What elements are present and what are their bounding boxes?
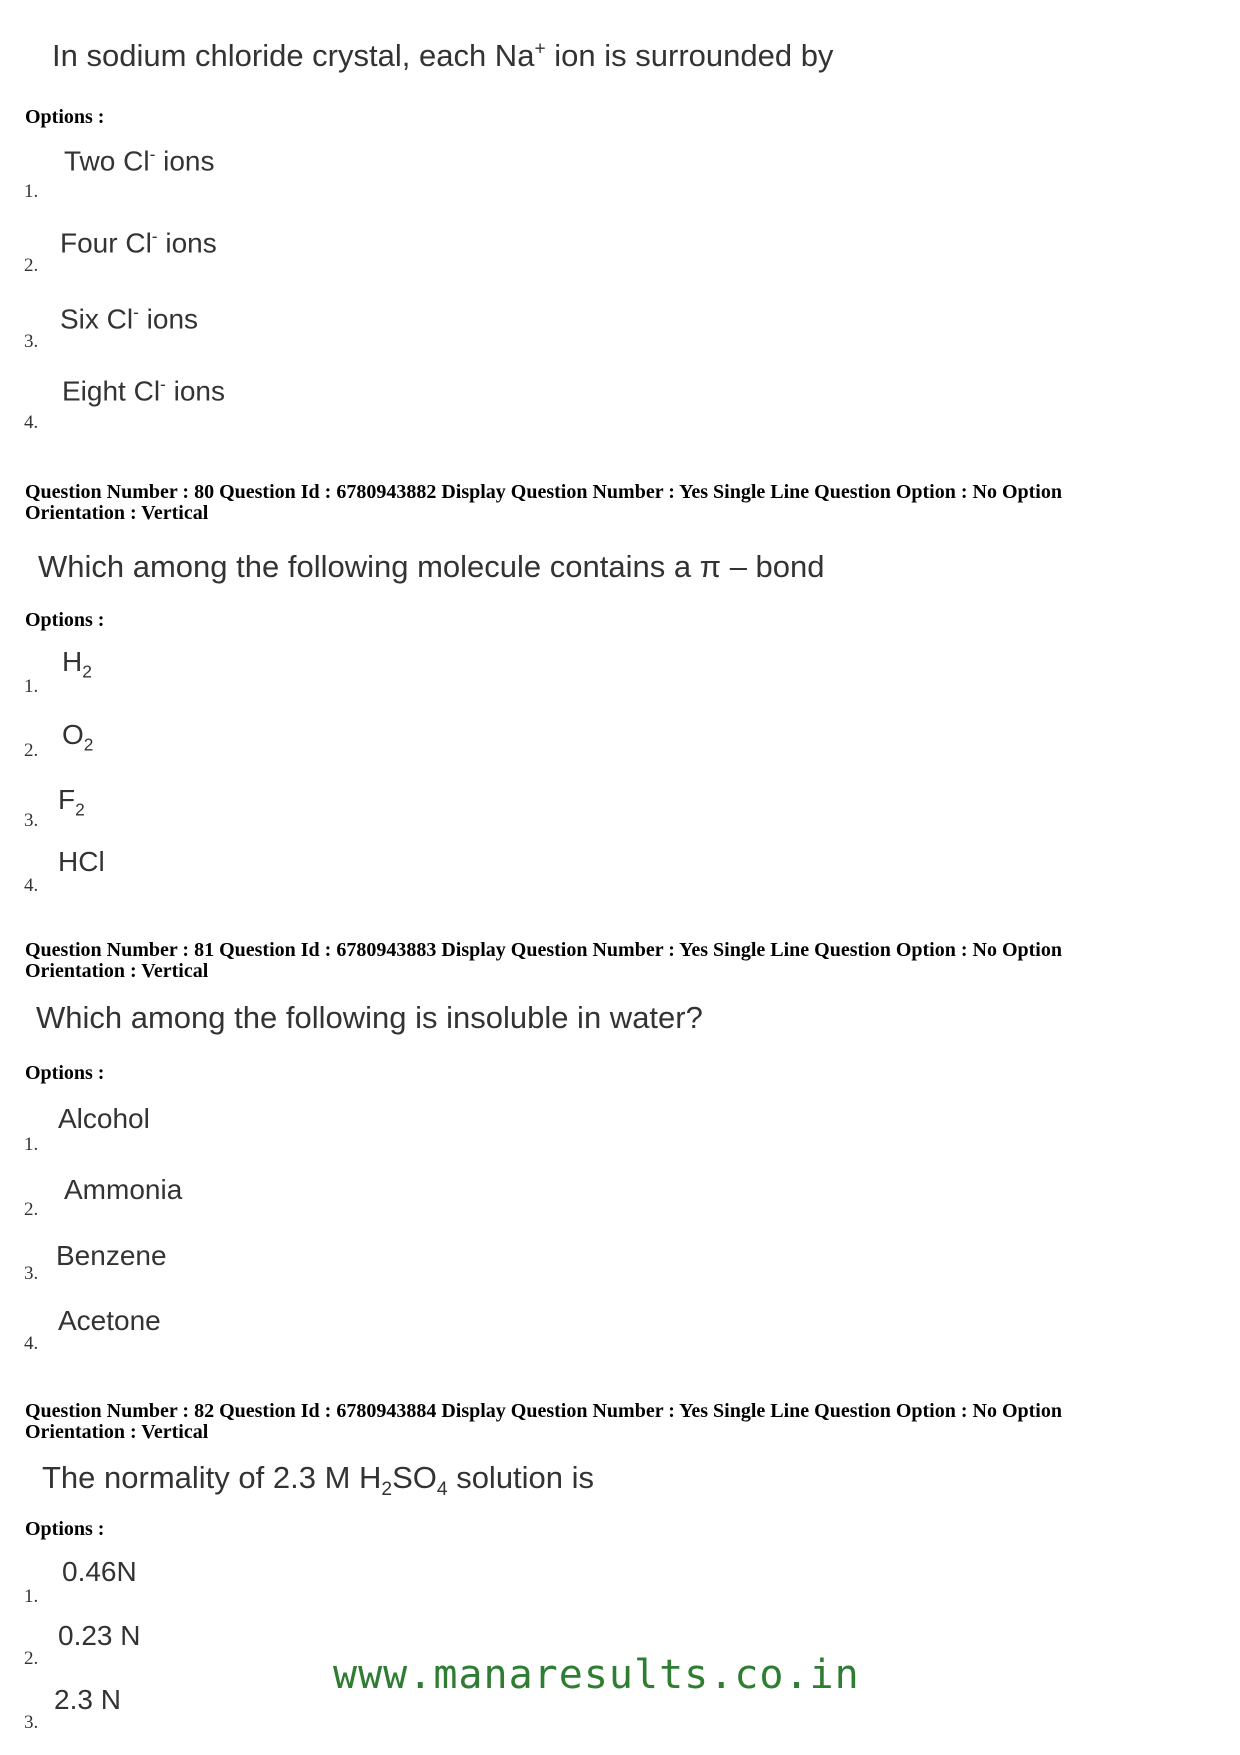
option-number: 1. — [24, 1134, 39, 1155]
option-number: 1. — [24, 676, 39, 697]
option-text: Two Cl- ions — [64, 144, 215, 177]
option-text: 0.46N — [62, 1556, 137, 1587]
question-text: Which among the following is insoluble in water? — [36, 1000, 703, 1035]
option-number: 3. — [24, 810, 39, 831]
question-meta: Question Number : 82 Question Id : 6780943884 Display Question Number : Yes Single Line Question Option : No Option Orientation : Vertical — [25, 1400, 1062, 1443]
options-label: Options : — [25, 106, 105, 128]
options-label: Options : — [25, 1062, 105, 1084]
option-number: 3. — [24, 1712, 39, 1733]
option-text: 0.23 N — [58, 1620, 141, 1651]
option-text: Six Cl- ions — [60, 302, 199, 335]
options-label: Options : — [25, 1518, 105, 1540]
option-number: 4. — [24, 1333, 39, 1354]
option-number: 3. — [24, 1263, 39, 1284]
option-text: HCl — [58, 846, 105, 877]
watermark-url: www.manaresults.co.in — [333, 1652, 860, 1698]
option-text: $F_2$ — [58, 784, 85, 820]
question-text: Which among the following molecule contains a π – bond — [38, 549, 825, 584]
option-text: Eight Cl- ions — [62, 374, 225, 407]
option-number: 3. — [24, 331, 39, 352]
question-meta: Question Number : 81 Question Id : 6780943883 Display Question Number : Yes Single Line Question Option : No Option Orientation : Vertical — [25, 939, 1062, 982]
option-text: $H_2$ — [62, 646, 92, 682]
option-text: Four Cl- ions — [60, 226, 217, 259]
option-number: 4. — [24, 412, 39, 433]
option-number: 4. — [24, 875, 39, 896]
option-number: 2. — [24, 740, 39, 761]
option-number: 2. — [24, 255, 39, 276]
option-number: 2. — [24, 1648, 39, 1669]
option-text: 2.3 N — [54, 1684, 121, 1715]
option-text: Alcohol — [58, 1103, 150, 1134]
option-number: 1. — [24, 181, 39, 202]
option-text: Ammonia — [64, 1174, 183, 1205]
question-text: The normality of 2.3 M $H_2SO_4$ solution is — [42, 1460, 595, 1501]
question-meta: Question Number : 80 Question Id : 6780943882 Display Question Number : Yes Single Line Question Option : No Option Orientation : Vertical — [25, 481, 1062, 524]
option-number: 1. — [24, 1586, 39, 1607]
question-text: In sodium chloride crystal, each Na+ ion is surrounded by — [52, 38, 834, 73]
options-label: Options : — [25, 609, 105, 631]
option-text: Benzene — [56, 1240, 167, 1271]
option-text: $O_2$ — [62, 719, 94, 755]
option-text: Acetone — [58, 1305, 161, 1336]
option-number: 2. — [24, 1199, 39, 1220]
